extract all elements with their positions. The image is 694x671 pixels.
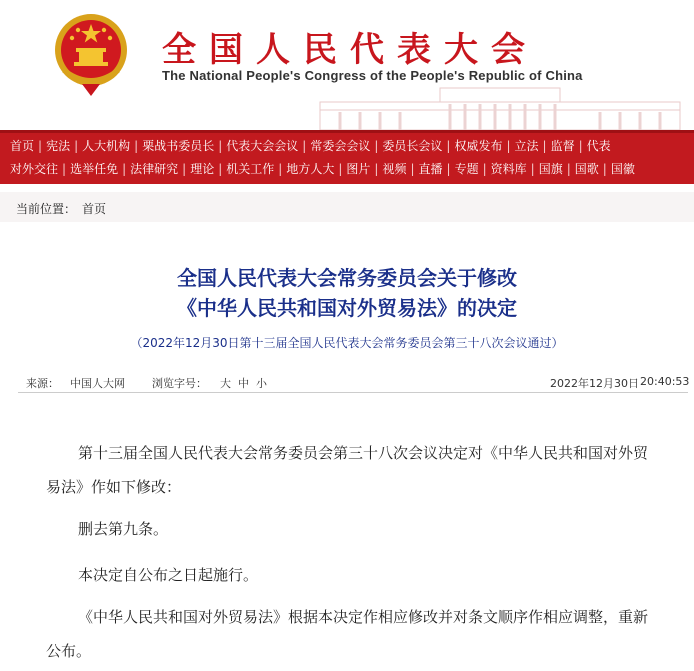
- font-size-label: 浏览字号：: [152, 377, 207, 390]
- font-size-small-button[interactable]: 小: [256, 377, 267, 390]
- nav-item-office-work[interactable]: 机关工作: [226, 162, 275, 176]
- font-size-medium-button[interactable]: 中: [238, 377, 249, 390]
- nav-divider: |: [482, 162, 487, 176]
- publish-date: 2022年12月30日: [550, 377, 639, 390]
- nav-divider: |: [122, 162, 127, 176]
- nav-item-constitution[interactable]: 宪法: [46, 139, 71, 153]
- nav-divider: |: [530, 162, 535, 176]
- nav-item-chairmen-council[interactable]: 委员长会议: [382, 139, 443, 153]
- nav-item-standing-committee[interactable]: 常委会会议: [310, 139, 371, 153]
- article-meta-bar: [18, 368, 688, 393]
- nav-item-local-congress[interactable]: 地方人大: [286, 162, 335, 176]
- nav-item-national-flag[interactable]: 国旗: [538, 162, 563, 176]
- nav-item-topics[interactable]: 专题: [454, 162, 479, 176]
- nav-divider: |: [410, 162, 415, 176]
- nav-item-releases[interactable]: 权威发布: [454, 139, 503, 153]
- font-size-large-button[interactable]: 大: [220, 377, 231, 390]
- nav-item-national-emblem[interactable]: 国徽: [610, 162, 635, 176]
- nav-divider: |: [218, 162, 223, 176]
- nav-row-2: [10, 160, 635, 182]
- nav-divider: |: [38, 139, 43, 153]
- nav-item-video[interactable]: 视频: [382, 162, 407, 176]
- nav-divider: |: [374, 162, 379, 176]
- nav-row-1: [10, 137, 611, 159]
- nav-item-live[interactable]: 直播: [418, 162, 443, 176]
- main-nav: [0, 130, 694, 184]
- nav-item-legal-research[interactable]: 法律研究: [130, 162, 179, 176]
- nav-divider: |: [182, 162, 187, 176]
- site-title-cn: 全国人民代表大会: [162, 30, 538, 70]
- article-paragraph: 本决定自公布之日起施行。: [78, 566, 259, 584]
- nav-divider: |: [602, 162, 607, 176]
- nav-divider: |: [566, 162, 571, 176]
- article-subtitle: （2022年12月30日第十三届全国人民代表大会常务委员会第三十八次会议通过）: [130, 336, 564, 350]
- nav-divider: |: [74, 139, 79, 153]
- nav-item-legislation[interactable]: 立法: [514, 139, 539, 153]
- nav-divider: |: [62, 162, 67, 176]
- nav-divider: |: [218, 139, 223, 153]
- nav-divider: |: [134, 139, 139, 153]
- source-value: 中国人大网: [70, 377, 125, 390]
- article-paragraph: 删去第九条。: [78, 520, 169, 538]
- breadcrumb: [0, 192, 694, 222]
- site-header: [0, 0, 694, 130]
- nav-item-npc-organs[interactable]: 人大机构: [82, 139, 131, 153]
- source-label: 来源：: [26, 377, 59, 390]
- article-paragraph: 《中华人民共和国对外贸易法》根据本决定作相应修改并对条文顺序作相应调整，重新公布。: [46, 608, 649, 660]
- nav-item-deputies[interactable]: 代表: [586, 139, 611, 153]
- nav-item-congress-sessions[interactable]: 代表大会会议: [226, 139, 299, 153]
- nav-divider: |: [278, 162, 283, 176]
- nav-item-elections[interactable]: 选举任免: [70, 162, 119, 176]
- site-title-en: The National People's Congress of the People's Republic of China: [162, 68, 583, 83]
- nav-item-chairman[interactable]: 栗战书委员长: [142, 139, 215, 153]
- publish-time: 20:40:53: [640, 375, 690, 388]
- nav-divider: |: [338, 162, 343, 176]
- nav-item-foreign-affairs[interactable]: 对外交往: [10, 162, 59, 176]
- nav-item-supervision[interactable]: 监督: [550, 139, 575, 153]
- article-title-line2: 《中华人民共和国对外贸易法》的决定: [177, 296, 517, 320]
- nav-divider: |: [506, 139, 511, 153]
- article-title-line1: 全国人民代表大会常务委员会关于修改: [177, 266, 517, 290]
- nav-divider: |: [302, 139, 307, 153]
- great-hall-illustration: [300, 82, 694, 130]
- nav-divider: |: [542, 139, 547, 153]
- nav-divider: |: [374, 139, 379, 153]
- breadcrumb-home-link[interactable]: 首页: [82, 202, 107, 216]
- article-paragraph: 第十三届全国人民代表大会常务委员会第三十八次会议决定对《中华人民共和国对外贸易法》作如下修改：: [46, 444, 649, 496]
- nav-divider: |: [578, 139, 583, 153]
- breadcrumb-label: 当前位置：: [16, 202, 77, 216]
- national-emblem-icon[interactable]: [52, 10, 130, 96]
- nav-item-pictures[interactable]: 图片: [346, 162, 371, 176]
- nav-divider: |: [446, 139, 451, 153]
- nav-item-home[interactable]: 首页: [10, 139, 35, 153]
- nav-item-national-anthem[interactable]: 国歌: [574, 162, 599, 176]
- nav-divider: |: [446, 162, 451, 176]
- nav-item-database[interactable]: 资料库: [490, 162, 527, 176]
- nav-item-theory[interactable]: 理论: [190, 162, 215, 176]
